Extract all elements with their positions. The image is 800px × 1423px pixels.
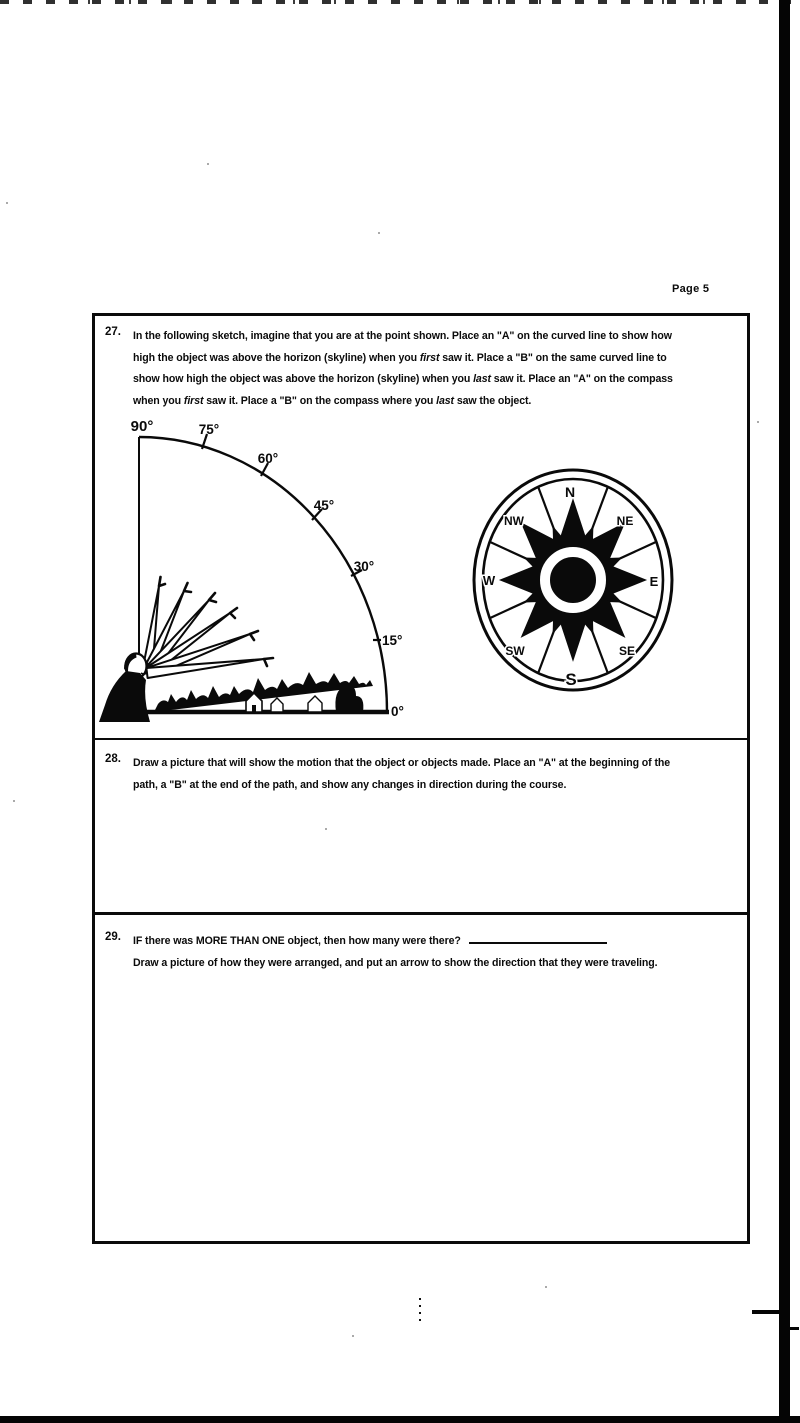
q27-line4-b: saw it. Place a "B" on the compass where you (203, 394, 437, 407)
scan-mark-dash (752, 1310, 779, 1314)
scan-edge-right-bar (779, 0, 790, 1423)
q27-line4-a: when you (133, 394, 184, 407)
question-29-number: 29. (105, 931, 121, 943)
q27-line2 (133, 348, 739, 370)
q27-line1 (133, 326, 739, 348)
scan-edge-bottom-bar (0, 1416, 800, 1423)
q27-line2-a: high the object was above the horizon (skyline) when you (133, 351, 420, 364)
q27-line3-b: saw it. Place an "A" on the compass (490, 373, 673, 385)
scan-speck (757, 421, 759, 423)
q29-line1-text: IF there was MORE THAN ONE object, then how many were there? (133, 935, 461, 947)
skyline-silhouette (154, 672, 373, 712)
scan-speck (352, 1335, 354, 1337)
angle-label-45: 45° (313, 498, 335, 513)
scan-mark-dash (790, 1327, 799, 1330)
compass-label-s: S (565, 670, 577, 689)
italic-word-last: last (436, 394, 454, 407)
q27-line1-text: In the following sketch, imagine that you are at the point shown. Place an "A" on the curved line to show how (133, 330, 672, 342)
question-29-text (133, 931, 739, 974)
question-27-text (133, 326, 739, 412)
scan-speck (207, 163, 209, 165)
angle-label-30: 30° (353, 559, 375, 574)
q27-line4-c: saw the object. (453, 394, 532, 407)
scan-speck (13, 800, 15, 802)
observer-torso (99, 671, 150, 722)
elevation-angle-sketch (98, 410, 438, 722)
question-29-section (95, 912, 747, 1235)
angle-label-0: 0° (391, 704, 404, 719)
compass-label-w: W (482, 573, 496, 588)
scan-speck (545, 1286, 547, 1288)
q27-line3-a: show how high the object was above the horizon (skyline) when you (133, 373, 474, 385)
pointing-arms (142, 586, 264, 678)
angle-label-60: 60° (257, 451, 279, 466)
q27-line3 (133, 369, 739, 391)
angle-label-75: 75° (198, 422, 220, 437)
q29-line1 (133, 931, 739, 953)
question-28-number: 28. (105, 753, 121, 765)
q28-line2: path, a "B" at the end of the path, and show any changes in direction during the course. (133, 778, 567, 791)
scan-edge-top (0, 0, 800, 4)
compass-rose (470, 466, 680, 696)
q27-line4 (133, 391, 739, 413)
italic-word-last: last (473, 373, 491, 385)
compass-label-n: N (564, 484, 576, 500)
compass-label-ne: NE (616, 514, 634, 528)
compass-label-se: SE (618, 644, 636, 658)
scan-speck (6, 202, 8, 204)
question-28-section (95, 738, 747, 912)
page-number: Page 5 (672, 283, 710, 295)
question-27-number: 27. (105, 326, 121, 338)
answer-blank-line (469, 932, 607, 944)
italic-word-first: first (419, 351, 440, 364)
angle-label-90: 90° (130, 418, 154, 435)
compass-label-e: E (649, 574, 659, 589)
questionnaire-box (92, 313, 750, 1244)
q28-line1: Draw a picture that will show the motion that the object or objects made. Place an "A" at the beginning of the (133, 757, 671, 769)
question-27-section (95, 316, 747, 738)
scan-speck (378, 232, 380, 234)
compass-label-nw: NW (504, 514, 524, 528)
elevation-ticks (202, 434, 381, 640)
q29-line2: Draw a picture of how they were arranged, and put an arrow to show the direction that they were traveling. (133, 956, 658, 969)
italic-word-first: first (183, 394, 204, 407)
question-28-text (133, 753, 739, 796)
scan-mark-dots (419, 1298, 421, 1324)
q27-line2-b: saw it. Place a "B" on the same curved line to (439, 351, 667, 364)
angle-label-15: 15° (382, 633, 403, 648)
compass-label-sw: SW (505, 644, 525, 658)
